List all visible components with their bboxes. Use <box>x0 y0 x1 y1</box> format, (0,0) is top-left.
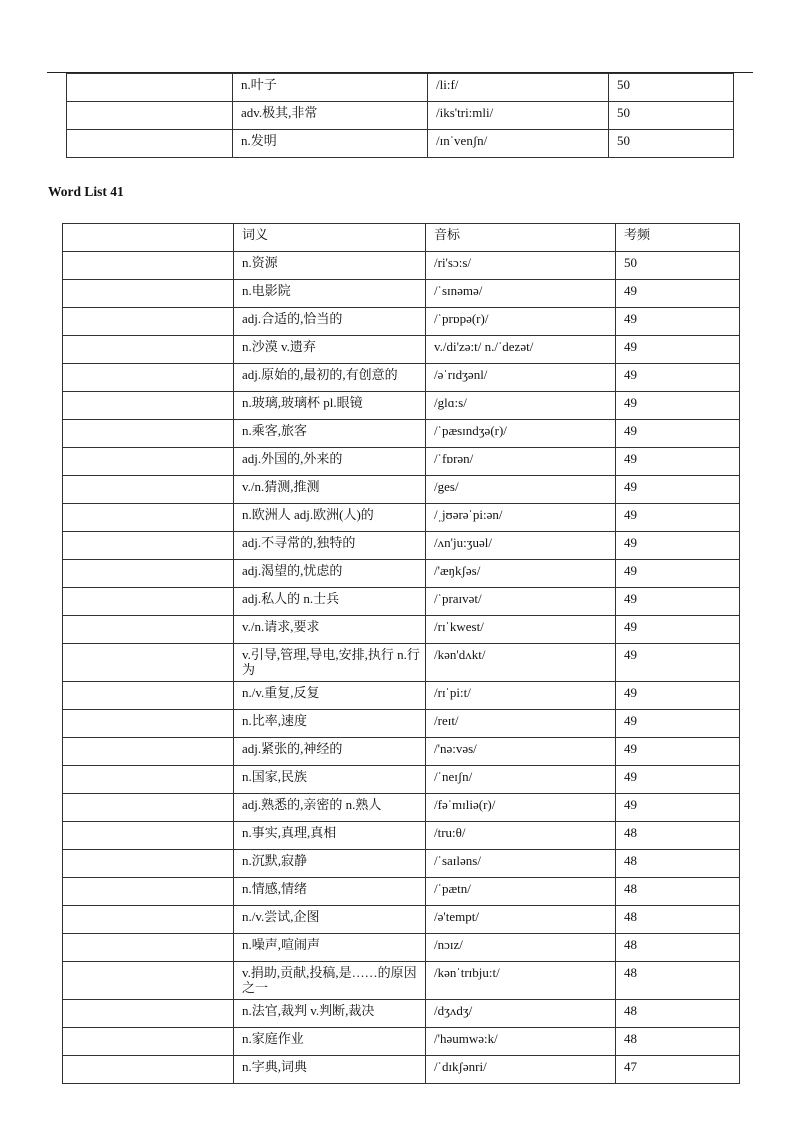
word-list-body <box>63 252 740 1084</box>
table-row <box>63 392 740 420</box>
meaning-cell: v./n.猜测,推测 <box>234 476 426 504</box>
frequency-cell: 48 <box>616 1028 740 1056</box>
phonetic-cell: /ˈdɪkʃənri/ <box>426 1056 616 1084</box>
table-row <box>63 906 740 934</box>
previous-word-table <box>66 73 734 158</box>
meaning-cell: adj.熟悉的,亲密的 n.熟人 <box>234 794 426 822</box>
word-list-table <box>62 223 740 1084</box>
phonetic-cell: /ˈsɪnəmə/ <box>426 280 616 308</box>
meaning-cell: n.国家,民族 <box>234 766 426 794</box>
meaning-cell: adj.私人的 n.士兵 <box>234 588 426 616</box>
table-row <box>63 738 740 766</box>
blank-cell <box>63 710 234 738</box>
meaning-cell: adj.渴望的,忧虑的 <box>234 560 426 588</box>
meaning-cell: v.捐助,贡献,投稿,是……的原因之一 <box>234 962 426 1000</box>
blank-cell <box>63 560 234 588</box>
table-row <box>63 280 740 308</box>
phonetic-cell: /fəˈmɪliə(r)/ <box>426 794 616 822</box>
header-meaning: 词义 <box>234 224 426 252</box>
phonetic-cell: /ges/ <box>426 476 616 504</box>
table-row <box>67 102 734 130</box>
meaning-cell: n.情感,情绪 <box>234 878 426 906</box>
table-row <box>63 878 740 906</box>
table-row <box>67 74 734 102</box>
meaning-cell: n.事实,真理,真相 <box>234 822 426 850</box>
blank-cell <box>63 476 234 504</box>
frequency-cell: 50 <box>616 252 740 280</box>
table-row <box>63 934 740 962</box>
meaning-cell: v./n.请求,要求 <box>234 616 426 644</box>
phonetic-cell: /kən'dʌkt/ <box>426 644 616 682</box>
frequency-cell: 49 <box>616 308 740 336</box>
phonetic-cell: /ˈsaɪləns/ <box>426 850 616 878</box>
meaning-cell: adj.紧张的,神经的 <box>234 738 426 766</box>
table-row <box>63 308 740 336</box>
frequency-cell: 49 <box>616 448 740 476</box>
frequency-cell: 48 <box>616 906 740 934</box>
frequency-cell: 49 <box>616 616 740 644</box>
frequency-cell: 48 <box>616 1000 740 1028</box>
meaning-cell: n.电影院 <box>234 280 426 308</box>
table-row <box>63 336 740 364</box>
phonetic-cell: /'æŋkʃəs/ <box>426 560 616 588</box>
frequency-cell: 49 <box>616 738 740 766</box>
meaning-cell: n./v.尝试,企图 <box>234 906 426 934</box>
table-row <box>63 616 740 644</box>
meaning-cell: n.字典,词典 <box>234 1056 426 1084</box>
blank-cell <box>63 1028 234 1056</box>
phonetic-cell: /rɪˈkwest/ <box>426 616 616 644</box>
blank-cell <box>63 934 234 962</box>
table-row <box>63 448 740 476</box>
blank-cell <box>63 878 234 906</box>
blank-cell <box>63 420 234 448</box>
table-row <box>63 364 740 392</box>
blank-cell <box>63 906 234 934</box>
phonetic-cell: /ˈpætn/ <box>426 878 616 906</box>
frequency-cell: 50 <box>609 130 734 158</box>
phonetic-cell: /'nə:vəs/ <box>426 738 616 766</box>
frequency-cell: 49 <box>616 644 740 682</box>
table-row <box>63 1028 740 1056</box>
meaning-cell: adj.外国的,外来的 <box>234 448 426 476</box>
phonetic-cell: /ˈpraɪvət/ <box>426 588 616 616</box>
meaning-cell: n.沉默,寂静 <box>234 850 426 878</box>
frequency-cell: 49 <box>616 420 740 448</box>
phonetic-cell: /ɪnˈvenʃn/ <box>428 130 609 158</box>
frequency-cell: 48 <box>616 934 740 962</box>
blank-cell <box>63 364 234 392</box>
blank-cell <box>63 850 234 878</box>
table-row <box>63 588 740 616</box>
phonetic-cell: /ˈfɒrən/ <box>426 448 616 476</box>
table-row <box>63 644 740 682</box>
meaning-cell: v.引导,管理,导电,安排,执行 n.行为 <box>234 644 426 682</box>
phonetic-cell: /iks'tri:mli/ <box>428 102 609 130</box>
header-phonetic: 音标 <box>426 224 616 252</box>
blank-cell <box>63 1000 234 1028</box>
phonetic-cell: /ə'tempt/ <box>426 906 616 934</box>
phonetic-cell: /ʌn'ju:ʒuəl/ <box>426 532 616 560</box>
table-row <box>63 1056 740 1084</box>
blank-cell <box>67 130 233 158</box>
meaning-cell: adj.不寻常的,独特的 <box>234 532 426 560</box>
phonetic-cell: /ˈprɒpə(r)/ <box>426 308 616 336</box>
meaning-cell: n.法官,裁判 v.判断,裁决 <box>234 1000 426 1028</box>
phonetic-cell: /reɪt/ <box>426 710 616 738</box>
meaning-cell: n.欧洲人 adj.欧洲(人)的 <box>234 504 426 532</box>
phonetic-cell: /glɑ:s/ <box>426 392 616 420</box>
blank-cell <box>63 252 234 280</box>
meaning-cell: n.资源 <box>234 252 426 280</box>
frequency-cell: 48 <box>616 822 740 850</box>
frequency-cell: 49 <box>616 336 740 364</box>
frequency-cell: 49 <box>616 364 740 392</box>
frequency-cell: 49 <box>616 280 740 308</box>
frequency-cell: 49 <box>616 710 740 738</box>
frequency-cell: 49 <box>616 794 740 822</box>
phonetic-cell: /ˈpæsɪndʒə(r)/ <box>426 420 616 448</box>
frequency-cell: 50 <box>609 74 734 102</box>
phonetic-cell: v./di'zə:t/ n./ˈdezət/ <box>426 336 616 364</box>
table-row <box>63 560 740 588</box>
blank-cell <box>63 336 234 364</box>
frequency-cell: 49 <box>616 476 740 504</box>
meaning-cell: adj.原始的,最初的,有创意的 <box>234 364 426 392</box>
frequency-cell: 49 <box>616 588 740 616</box>
table-header-row <box>63 224 740 252</box>
table-row <box>63 850 740 878</box>
meaning-cell: adj.合适的,恰当的 <box>234 308 426 336</box>
table-row <box>63 766 740 794</box>
phonetic-cell: /ˈneɪʃn/ <box>426 766 616 794</box>
blank-cell <box>63 504 234 532</box>
meaning-cell: n./v.重复,反复 <box>234 682 426 710</box>
table-row <box>63 252 740 280</box>
table-row <box>63 794 740 822</box>
frequency-cell: 48 <box>616 962 740 1000</box>
frequency-cell: 50 <box>609 102 734 130</box>
frequency-cell: 48 <box>616 850 740 878</box>
frequency-cell: 49 <box>616 532 740 560</box>
meaning-cell: n.比率,速度 <box>234 710 426 738</box>
blank-cell <box>63 280 234 308</box>
meaning-cell: n.发明 <box>233 130 428 158</box>
header-blank-cell <box>63 224 234 252</box>
table-row <box>63 420 740 448</box>
frequency-cell: 49 <box>616 560 740 588</box>
table-row <box>63 532 740 560</box>
phonetic-cell: /tru:θ/ <box>426 822 616 850</box>
table-row <box>63 476 740 504</box>
meaning-cell: n.噪声,喧闹声 <box>234 934 426 962</box>
frequency-cell: 49 <box>616 766 740 794</box>
blank-cell <box>63 448 234 476</box>
table-row <box>63 962 740 1000</box>
blank-cell <box>63 616 234 644</box>
blank-cell <box>67 102 233 130</box>
phonetic-cell: /nɔɪz/ <box>426 934 616 962</box>
meaning-cell: n.乘客,旅客 <box>234 420 426 448</box>
meaning-cell: n.玻璃,玻璃杯 pl.眼镜 <box>234 392 426 420</box>
frequency-cell: 47 <box>616 1056 740 1084</box>
phonetic-cell: /kənˈtrɪbju:t/ <box>426 962 616 1000</box>
meaning-cell: adv.极其,非常 <box>233 102 428 130</box>
previous-table-body <box>67 74 734 158</box>
section-title: Word List 41 <box>48 184 124 199</box>
blank-cell <box>63 1056 234 1084</box>
blank-cell <box>63 308 234 336</box>
blank-cell <box>63 766 234 794</box>
meaning-cell: n.家庭作业 <box>234 1028 426 1056</box>
frequency-cell: 49 <box>616 504 740 532</box>
blank-cell <box>63 532 234 560</box>
phonetic-cell: /li:f/ <box>428 74 609 102</box>
table-row <box>67 130 734 158</box>
table-row <box>63 504 740 532</box>
blank-cell <box>63 588 234 616</box>
blank-cell <box>63 822 234 850</box>
blank-cell <box>63 794 234 822</box>
table-row <box>63 1000 740 1028</box>
table-row <box>63 822 740 850</box>
phonetic-cell: /ˌjʊərəˈpi:ən/ <box>426 504 616 532</box>
table-row <box>63 710 740 738</box>
blank-cell <box>67 74 233 102</box>
blank-cell <box>63 962 234 1000</box>
blank-cell <box>63 682 234 710</box>
phonetic-cell: /ri'sɔ:s/ <box>426 252 616 280</box>
meaning-cell: n.叶子 <box>233 74 428 102</box>
frequency-cell: 49 <box>616 682 740 710</box>
blank-cell <box>63 738 234 766</box>
table-row <box>63 682 740 710</box>
blank-cell <box>63 392 234 420</box>
blank-cell <box>63 644 234 682</box>
frequency-cell: 49 <box>616 392 740 420</box>
phonetic-cell: /əˈrɪdʒənl/ <box>426 364 616 392</box>
meaning-cell: n.沙漠 v.遗弃 <box>234 336 426 364</box>
frequency-cell: 48 <box>616 878 740 906</box>
phonetic-cell: /'həumwə:k/ <box>426 1028 616 1056</box>
phonetic-cell: /dʒʌdʒ/ <box>426 1000 616 1028</box>
header-frequency: 考频 <box>616 224 740 252</box>
phonetic-cell: /rɪˈpi:t/ <box>426 682 616 710</box>
